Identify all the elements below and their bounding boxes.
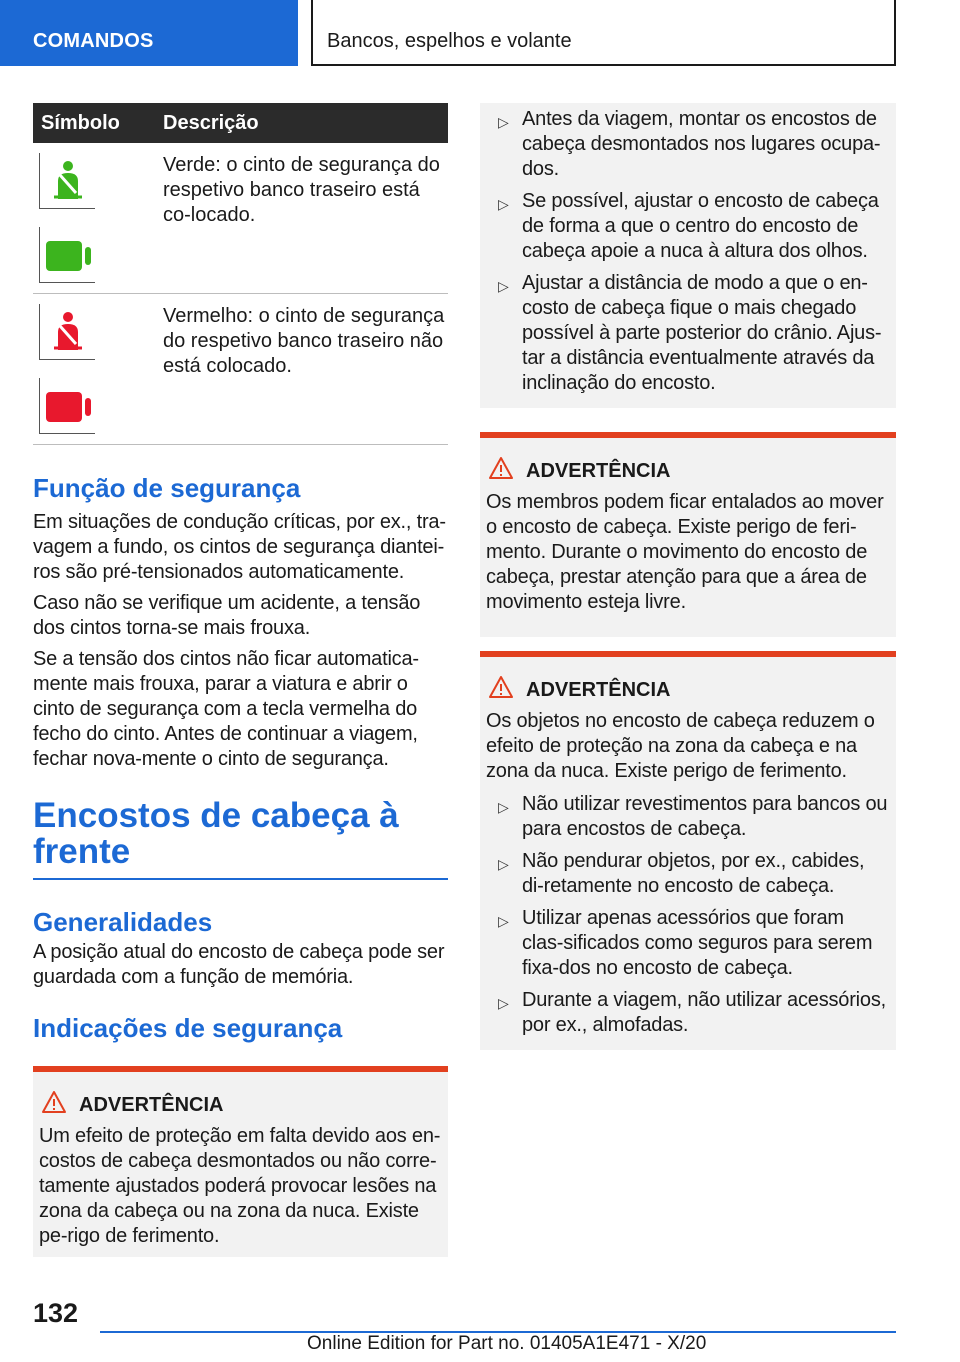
warning-title-text: ADVERTÊNCIA — [526, 460, 671, 482]
safety-function-paragraph: Caso não se verifique um acidente, a tensão dos cintos torna-se mais frouxa. — [33, 592, 421, 639]
warning-title — [39, 1092, 442, 1118]
col-symbol-header: Símbolo — [33, 103, 155, 143]
warning-triangle-icon — [488, 456, 514, 480]
description-cell: Verde: o cinto de segurança do respetivo banco traseiro está co-locado. — [155, 143, 448, 294]
right-column — [480, 103, 896, 1050]
chapter-title: Encostos de cabeça à frente — [33, 798, 448, 880]
safety-notes-heading: Indicações de segurança — [33, 1013, 343, 1043]
bullet-triangle-icon: ▷ — [498, 995, 509, 1011]
warning-box — [480, 651, 896, 1050]
table-row — [33, 294, 448, 445]
seatbelt-green-icon — [39, 153, 95, 209]
general-text: A posição atual do encosto de cabeça pode ser guardada com a função de memória. — [33, 941, 445, 988]
warning-triangle-icon — [488, 675, 514, 699]
list-item: ▷ Antes da viagem, montar os encostos de cabeça desmontados nos lugares ocupa-dos. — [498, 108, 881, 180]
col-description-header: Descrição — [155, 103, 448, 143]
header-section-label: COMANDOS — [33, 30, 154, 52]
bullet-triangle-icon: ▷ — [498, 856, 509, 872]
list-item: ▷ Se possível, ajustar o encosto de cabeça de forma a que o centro do encosto de cabeça apoie a nuca à altura dos olhos. — [498, 190, 879, 262]
general-heading: Generalidades — [33, 907, 213, 937]
bullet-triangle-icon: ▷ — [498, 114, 509, 130]
warning-title-text: ADVERTÊNCIA — [526, 679, 671, 701]
bullet-triangle-icon: ▷ — [498, 278, 509, 294]
seat-indicator-green-icon — [39, 227, 95, 283]
warning-text: Os objetos no encosto de cabeça reduzem o efeito de proteção na zona da cabeça e na zona da nuca. Existe perigo de ferimento. — [486, 710, 875, 782]
header-title-box — [311, 0, 896, 66]
table-row — [33, 143, 448, 294]
warning-text: Um efeito de proteção em falta devido aos en-costos de cabeça desmontados ou não corre-tamente ajustados poderá provocar lesões na zona da cabeça ou na zona da nuca. Existe pe-rigo de ferimento. — [39, 1125, 441, 1247]
seat-indicator-red-icon — [39, 378, 95, 434]
list-item: ▷ Ajustar a distância de modo a que o en-costo de cabeça fique o mais chegado possível à parte posterior do crânio. Ajus-tar a distância eventualmente através da inclinação do encosto. — [498, 272, 882, 394]
list-item: ▷ Não pendurar objetos, por ex., cabides, di-retamente no encosto de cabeça. — [498, 850, 865, 897]
warning-box — [480, 432, 896, 637]
list-item: ▷ Durante a viagem, não utilizar acessórios, por ex., almofadas. — [498, 989, 887, 1036]
list-item: ▷ Utilizar apenas acessórios que foram clas-sificados como seguros para serem fixa-dos no encosto de cabeça. — [498, 907, 873, 979]
warning-box — [33, 1066, 448, 1257]
bullet-triangle-icon: ▷ — [498, 799, 509, 815]
bullet-list — [486, 792, 890, 1042]
warning-triangle-icon — [41, 1090, 67, 1114]
bullet-triangle-icon: ▷ — [498, 913, 509, 929]
description-cell: Vermelho: o cinto de segurança do respetivo banco traseiro não está colocado. — [155, 294, 448, 445]
list-item: ▷ Não utilizar revestimentos para bancos ou para encostos de cabeça. — [498, 793, 888, 840]
symbol-cell — [33, 143, 155, 294]
safety-function-heading: Função de segurança — [33, 473, 301, 503]
bullet-triangle-icon: ▷ — [498, 196, 509, 212]
warning-continuation-box — [480, 103, 896, 408]
symbol-table — [33, 103, 448, 445]
footer-edition-text: Online Edition for Part no. 01405A1E471 - X/20 — [307, 1333, 707, 1354]
symbol-table-header — [33, 103, 448, 143]
warning-title — [486, 677, 890, 703]
warning-text: Os membros podem ficar entalados ao mover o encosto de cabeça. Existe perigo de feri-mento. Durante o movimento do encosto de cabeça, prestar atenção para que a área de movimento esteja livre. — [486, 491, 884, 613]
symbol-cell — [33, 294, 155, 445]
left-column — [33, 103, 448, 1257]
header-section-tab — [0, 0, 298, 66]
warning-title — [486, 458, 890, 484]
bullet-list — [486, 107, 890, 396]
safety-function-paragraph: Em situações de condução críticas, por ex., tra-vagem a fundo, os cintos de segurança diantei-ros são pré-tensionados automaticamente. — [33, 511, 446, 583]
warning-title-text: ADVERTÊNCIA — [79, 1094, 224, 1116]
seatbelt-red-icon — [39, 304, 95, 360]
safety-function-paragraph: Se a tensão dos cintos não ficar automatica-mente mais frouxa, parar a viatura e abrir o cinto de segurança com a tecla vermelha do fecho do cinto. Antes de continuar a viagem, fechar nova-mente o cinto de segurança. — [33, 648, 419, 770]
header-title: Bancos, espelhos e volante — [327, 30, 572, 52]
page-number: 132 — [33, 1298, 79, 1328]
